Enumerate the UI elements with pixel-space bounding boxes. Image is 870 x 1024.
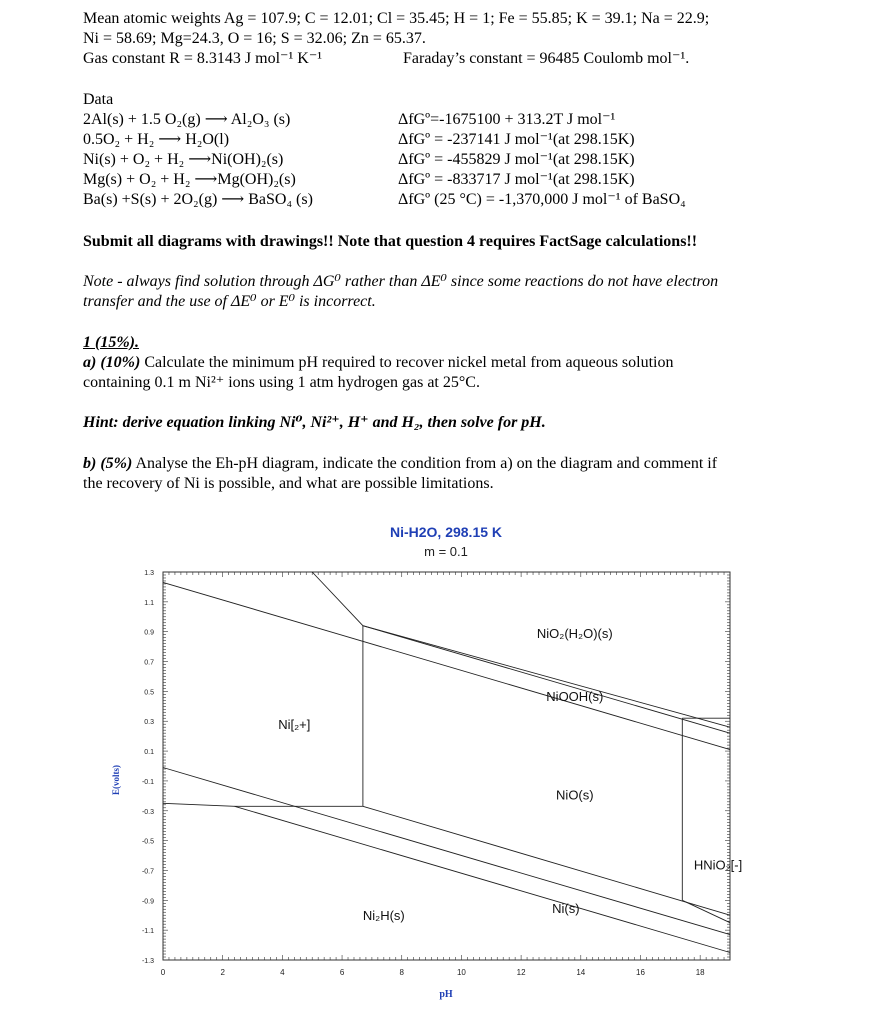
submit-note: Submit all diagrams with drawings!! Note that question 4 requires FactSage calculations!! <box>83 233 698 250</box>
question-1-heading: 1 (15%). <box>83 334 139 351</box>
question-1a-line-2: containing 0.1 m Ni²⁺ ions using 1 atm hydrogen gas at 25°C. <box>83 374 480 391</box>
y-tick-label: -0.7 <box>141 868 154 876</box>
y-tick-label: 0.1 <box>144 749 154 757</box>
region-label: HNiO₂[-] <box>693 857 743 873</box>
gas-constant: Gas constant R = 8.3143 J mol⁻¹ K⁻¹ <box>83 50 323 67</box>
atomic-weights-line-1: Mean atomic weights Ag = 107.9; C = 12.01; Cl = 35.45; H = 1; Fe = 55.85; K = 39.1; Na = 22.9; <box>83 10 710 27</box>
x-tick-label: 18 <box>695 968 705 977</box>
x-axis-label: pH <box>439 989 453 1000</box>
boundary-line <box>163 768 730 935</box>
y-tick-label: 0.3 <box>144 719 154 727</box>
hint: Hint: derive equation linking Ni⁰, Ni²⁺, H⁺ and H₂, then solve for pH. <box>83 414 546 431</box>
region-label: Ni₂H(s) <box>362 908 405 924</box>
region-label: NiOOH(s) <box>546 688 604 704</box>
data-heading: Data <box>83 91 114 108</box>
y-tick-label: 0.7 <box>144 659 154 667</box>
y-tick-label: 1.3 <box>144 570 154 577</box>
faraday-constant: Faraday’s constant = 96485 Coulomb mol⁻¹. <box>403 50 690 67</box>
boundary-line <box>312 572 730 727</box>
reaction-equation: 0.5O₂ + H₂ ⟶ H₂O(l) <box>83 131 230 148</box>
region-label: NiO(s) <box>556 787 594 803</box>
y-tick-label: 1.1 <box>144 599 154 607</box>
reaction-gibbs: ΔfGº=-1675100 + 313.2T J mol⁻¹ <box>398 111 616 128</box>
note-line-2: transfer and the use of ΔE⁰ or E⁰ is incorrect. <box>83 293 376 310</box>
x-tick-label: 2 <box>220 968 225 977</box>
y-tick-label: -0.9 <box>141 898 154 906</box>
chart-title: Ni-H2O, 298.15 K <box>389 524 503 540</box>
note-line-1: Note - always find solution through ΔG⁰ rather than ΔE⁰ since some reactions do not have electron <box>83 273 719 290</box>
boundary-line <box>363 626 730 734</box>
region-label: Ni(s) <box>552 900 580 916</box>
x-tick-label: 14 <box>576 968 586 977</box>
y-tick-label: -1.1 <box>141 928 154 936</box>
boundary-line <box>163 803 730 952</box>
x-tick-label: 6 <box>339 968 345 977</box>
x-tick-label: 10 <box>456 968 466 977</box>
question-1a-label: a) (10%) <box>83 354 141 371</box>
y-axis-label: E(volts) <box>111 765 121 795</box>
x-tick-label: 4 <box>280 968 285 977</box>
question-1b-label: b) (5%) <box>83 455 133 472</box>
reaction-gibbs: ΔfGº (25 °C) = -1,370,000 J mol⁻¹ of BaSO₄ <box>398 191 686 208</box>
question-1a-line-1 <box>83 353 787 373</box>
y-tick-label: -0.1 <box>141 778 154 786</box>
region-label: Ni[₂+] <box>278 717 311 733</box>
boundary-line <box>163 582 730 749</box>
plot-frame <box>163 572 730 960</box>
reaction-gibbs: ΔfGº = -237141 J mol⁻¹(at 298.15K) <box>398 131 635 148</box>
boundary-line <box>682 900 730 922</box>
y-tick-label: -0.3 <box>141 808 154 816</box>
reaction-equation: Ba(s) +S(s) + 2O₂(g) ⟶ BaSO₄ (s) <box>83 191 313 208</box>
reaction-gibbs: ΔfGº = -455829 J mol⁻¹(at 298.15K) <box>398 151 635 168</box>
question-1b-line-2: the recovery of Ni is possible, and what are possible limitations. <box>83 475 494 492</box>
chart-subtitle: m = 0.1 <box>424 544 468 559</box>
atomic-weights-line-2: Ni = 58.69; Mg=24.3, O = 16; S = 32.06; Zn = 65.37. <box>83 30 426 47</box>
question-1b-line-1 <box>83 454 717 474</box>
question-1a-text: Calculate the minimum pH required to recover nickel metal from aqueous solution <box>144 354 674 371</box>
x-tick-label: 8 <box>399 968 404 977</box>
x-tick-label: 0 <box>160 968 166 977</box>
y-tick-label: -1.3 <box>141 958 154 965</box>
region-label: NiO₂(H₂O)(s) <box>536 626 613 642</box>
x-tick-label: 16 <box>636 968 645 977</box>
reaction-equation: Mg(s) + O₂ + H₂ ⟶Mg(OH)₂(s) <box>83 171 296 188</box>
y-tick-label: -0.5 <box>141 838 154 846</box>
eh-ph-diagram <box>0 515 870 1015</box>
question-1b-text: Analyse the Eh-pH diagram, indicate the condition from a) on the diagram and comment if <box>135 455 718 472</box>
x-tick-label: 12 <box>516 968 526 977</box>
reaction-equation: Ni(s) + O₂ + H₂ ⟶Ni(OH)₂(s) <box>83 151 284 168</box>
y-tick-label: 0.9 <box>144 629 154 637</box>
reaction-equation: 2Al(s) + 1.5 O₂(g) ⟶ Al₂O₃ (s) <box>83 111 291 128</box>
y-tick-label: 0.5 <box>144 689 154 697</box>
reaction-gibbs: ΔfGº = -833717 J mol⁻¹(at 298.15K) <box>398 171 635 188</box>
